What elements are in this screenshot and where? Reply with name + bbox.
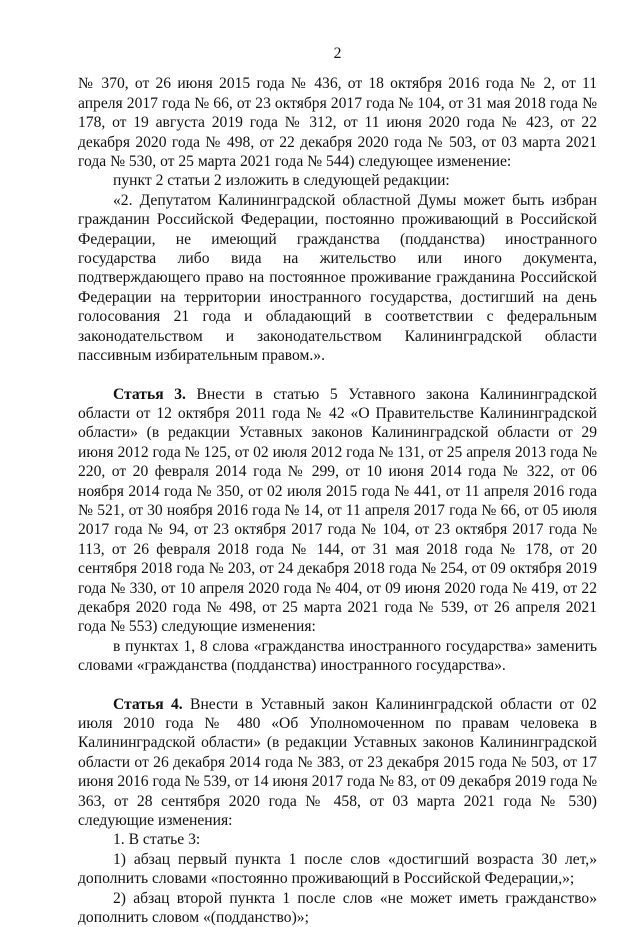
page-number: 2 [333, 45, 342, 62]
article-3-title: Статья 3. [113, 385, 186, 403]
article-4-title: Статья 4. [113, 695, 183, 713]
article-3-paragraph [78, 385, 597, 637]
article-4-subitem-2: 2) абзац второй пункта 1 после слов «не может иметь гражданство» дополнить словом «(подданство)»; [78, 889, 597, 927]
article-3-change-paragraph: в пунктах 1, 8 слова «гражданства иностранного государства» заменить словами «гражданства (подданства) иностранного государства». [78, 637, 597, 675]
article-4-subitem-1: 1) абзац первый пункта 1 после слов «достигший возраста 30 лет,» дополнить словами «постоянно проживающий в Российской Федерации,»; [78, 850, 597, 888]
article-3-text: Внести в статью 5 Уставного закона Калининградской области от 12 октября 2011 года № 42 «О Правительстве Калининградской области» (в редакции Уставных законов Калининградской области от 29 июня 2012 года № 125, от 02 июля 2012 года № 131, от 25 апреля 2013 года № 220, от 20 февраля 2014 года № 299, от 10 июня 2014 года № 322, от 06 ноября 2014 года № 350, от 02 июля 2015 года № 441, от 11 апреля 2016 года № 521, от 30 ноября 2016 года № 14, от 11 апреля 2017 года № 66, от 05 июля 2017 года № 94, от 23 октября 2017 года № 104, от 23 октября 2017 года № 113, от 26 февраля 2018 года № 144, от 31 мая 2018 года № 178, от 20 сентября 2018 года № 203, от 24 декабря 2018 года № 254, от 09 октября 2019 года № 330, от 10 апреля 2020 года № 404, от 09 июня 2020 года № 419, от 22 декабря 2020 года № 498, от 25 марта 2021 года № 539, от 26 апреля 2021 года № 553) следующие изменения: [78, 385, 597, 636]
amendment-history-continuation: № 370, от 26 июня 2015 года № 436, от 18 октября 2016 года № 2, от 11 апреля 2017 года № 66, от 23 октября 2017 года № 104, от 31 мая 2018 года № 178, от 19 августа 2019 года № 312, от 11 июня 2020 года № 423, от 22 декабря 2020 года № 498, от 22 декабря 2020 года № 503, от 03 марта 2021 года № 530, от 25 марта 2021 года № 544) следующее изменение: [78, 75, 597, 171]
article-4-text: Внести в Уставный закон Калининградской области от 02 июля 2010 года № 480 «Об Уполномоченном по правам человека в Калининградской области» (в редакции Уставных законов Калининградской области от 26 декабря 2014 года № 383, от 23 декабря 2015 года № 503, от 17 июня 2016 года № 539, от 14 июня 2017 года № 83, от 09 декабря 2019 года № 363, от 28 сентября 2020 года № 458, от 03 марта 2021 года № 530) следующие изменения: [78, 695, 597, 830]
article-4-paragraph [78, 695, 597, 831]
article-4-item-1: 1. В статье 3: [113, 831, 201, 849]
instruction-paragraph: пункт 2 статьи 2 изложить в следующей редакции: [113, 172, 450, 190]
new-wording-paragraph: «2. Депутатом Калининградской областной Думы может быть избран гражданин Российской Федерации, постоянно проживающий в Российской Федерации, не имеющий гражданства (подданства) иностранного государства либо вида на жительство или иного документа, подтверждающего право на постоянное проживание гражданина Российской Федерации на территории иностранного государства, достигший на день голосования 21 года и обладающий в соответствии с федеральным законодательством и законодательством Калининградской области пассивным избирательным правом.». [78, 191, 597, 365]
